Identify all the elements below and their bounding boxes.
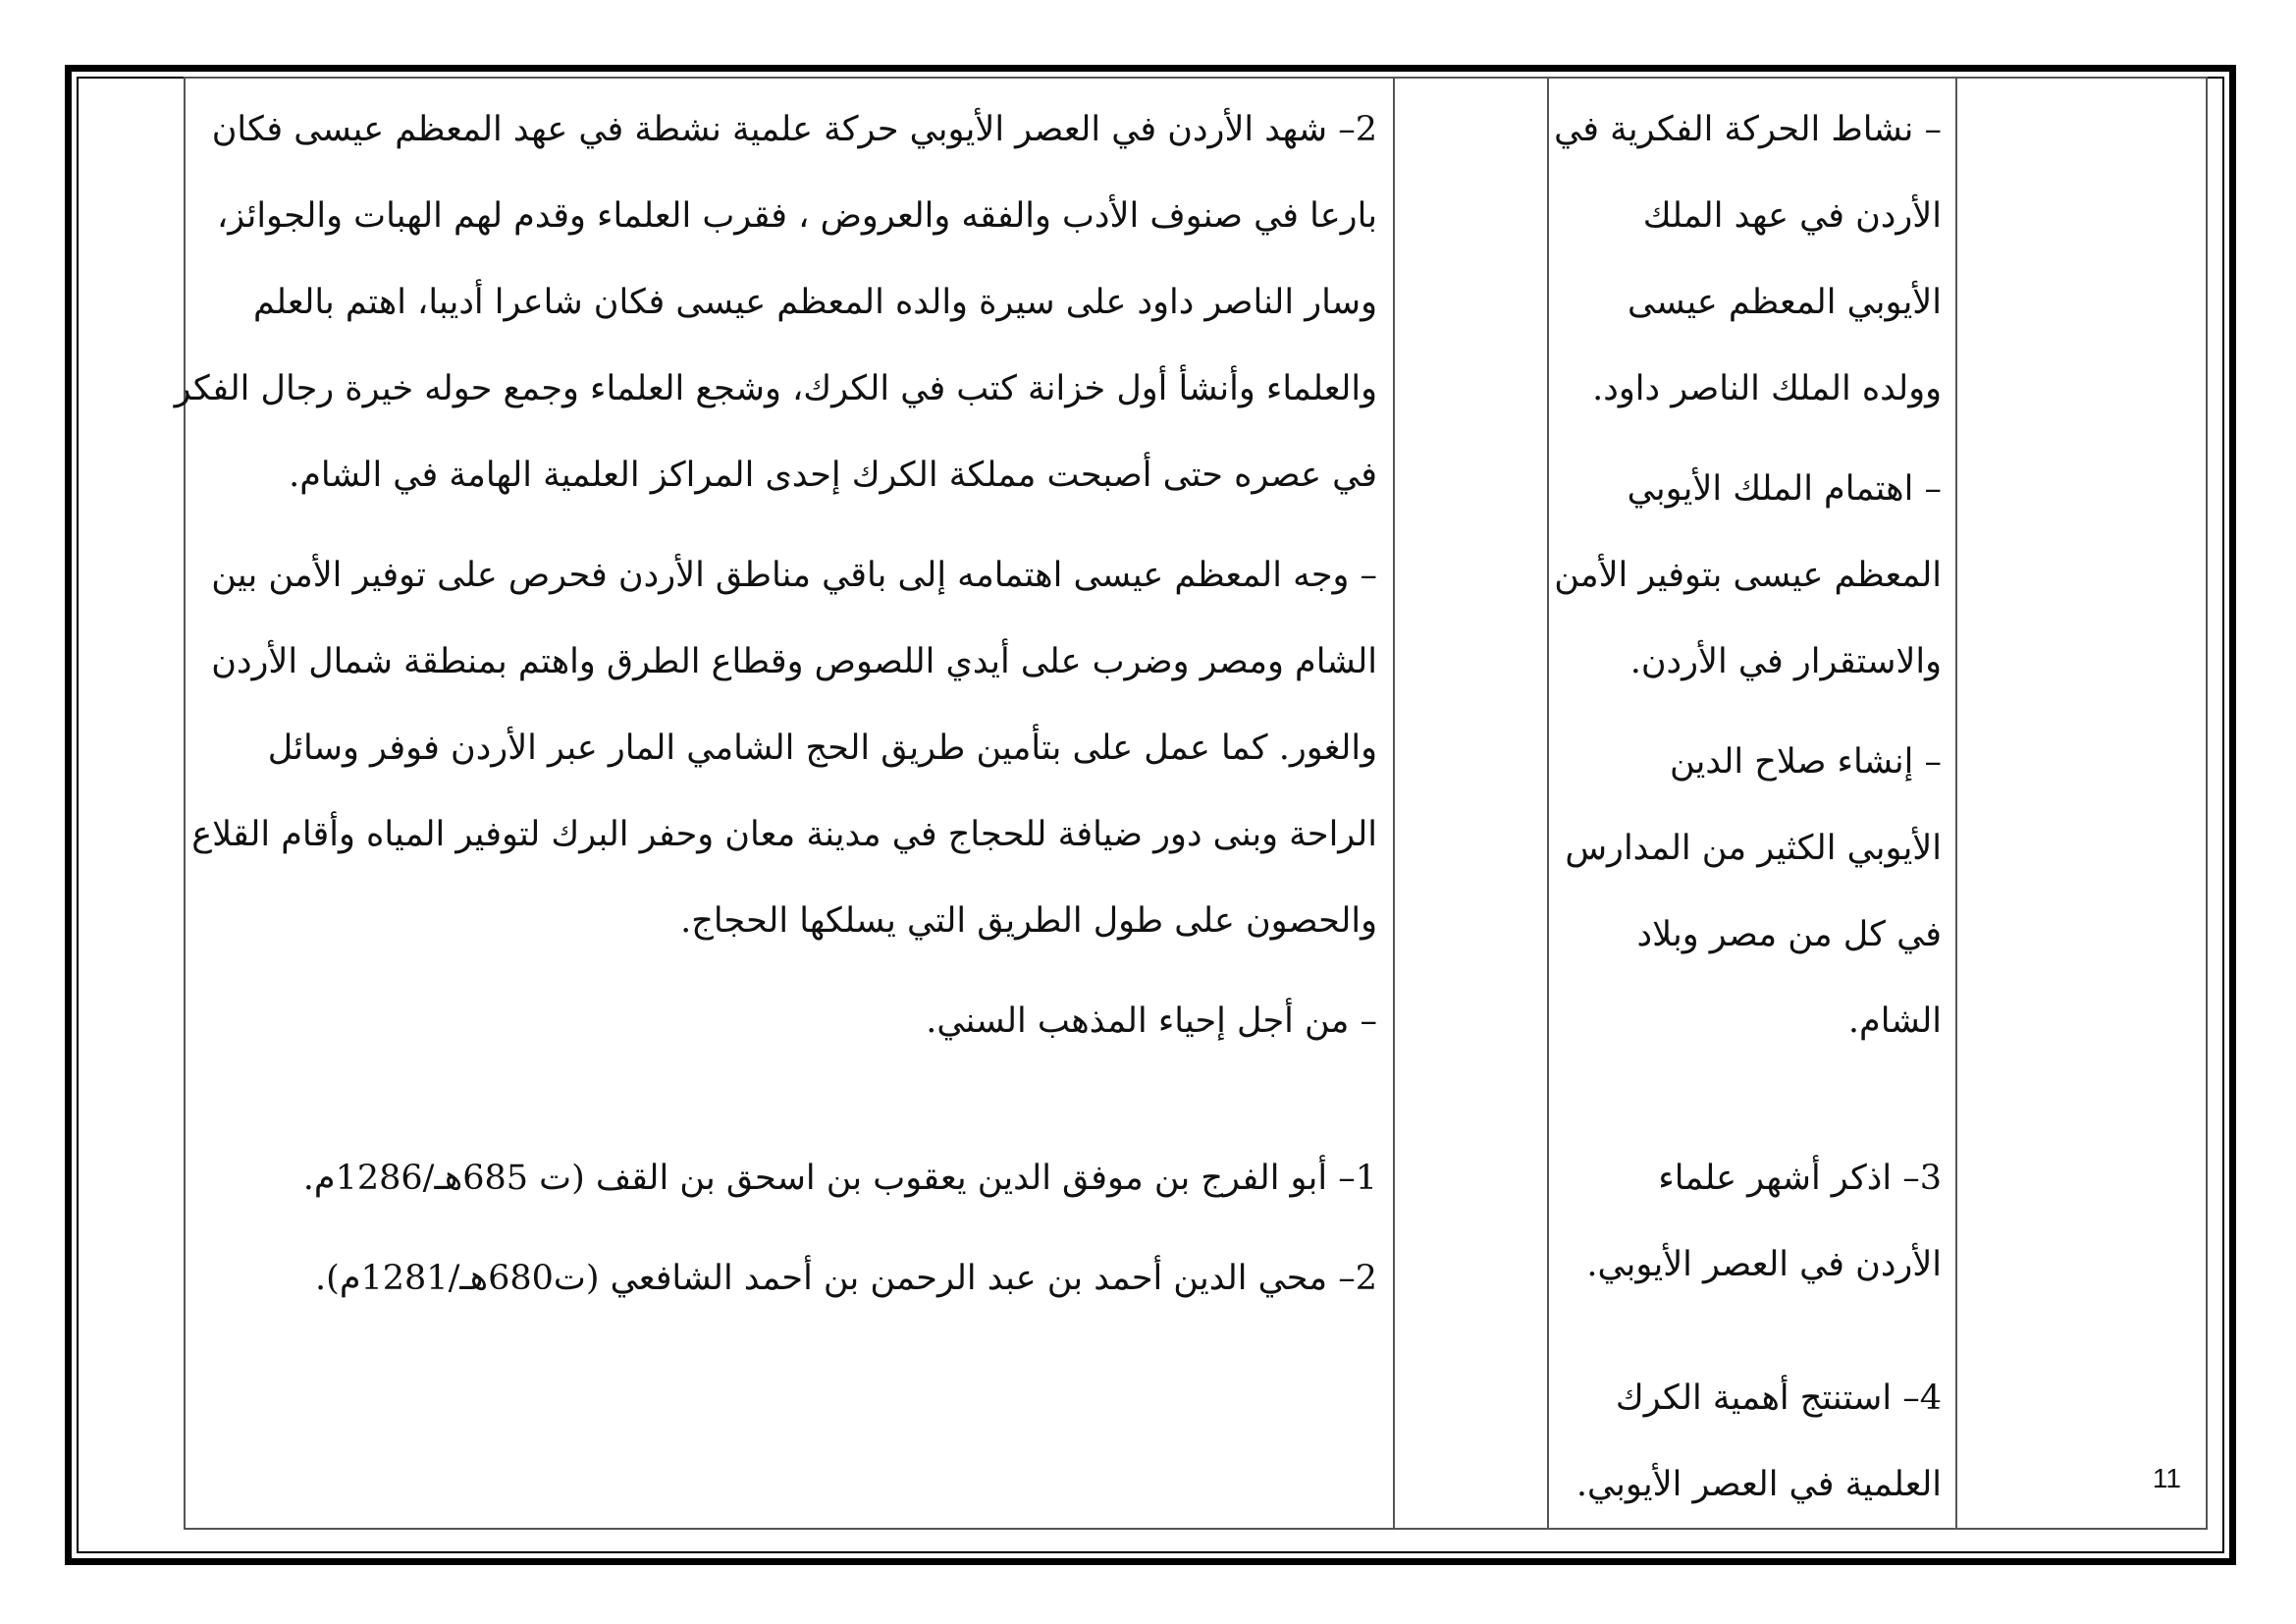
empty-column-right <box>1956 78 2207 1529</box>
table-row <box>185 78 2207 1529</box>
objective-item <box>1559 1355 1942 1528</box>
text-line: في عصره حتى أصبحت مملكة الكرك إحدى المراكز العلمية الهامة في الشام. <box>289 456 1377 495</box>
text-line: والحصون على طول الطريق التي يسلكها الحجاج. <box>680 901 1377 941</box>
text-line: والعلماء وأنشأ أول خزانة كتب في الكرك، وشجع العلماء وجمع حوله خيرة رجال الفكر <box>174 369 1377 408</box>
objective-item <box>1554 86 1942 432</box>
text-line: – اهتمام الملك الأيوبي <box>1627 469 1942 509</box>
text-line: – من أجل إحياء المذهب السني. <box>926 1001 1377 1041</box>
text-line: العلمية في العصر الأيوبي. <box>1575 1465 1942 1504</box>
answer-paragraph <box>195 1135 1377 1221</box>
empty-column-middle <box>1394 78 1548 1529</box>
text-line: 4– استنتج أهمية الكرك <box>1615 1379 1942 1418</box>
objective-item <box>1554 446 1942 705</box>
text-line: 2– شهد الأردن في العصر الأيوبي حركة علمية نشطة في عهد المعظم عيسى فكان <box>211 110 1377 149</box>
text-line: – وجه المعظم عيسى اهتمامه إلى باقي مناطق الأردن فحرص على توفير الأمن بين <box>211 556 1377 595</box>
objective-item <box>1559 719 1942 1064</box>
objectives-column <box>1548 78 1956 1529</box>
answers-column <box>174 78 1394 1529</box>
text-line: والاستقرار في الأردن. <box>1629 642 1942 681</box>
objective-item <box>1559 1135 1942 1308</box>
answer-paragraph <box>174 86 1377 518</box>
page-number: 11 <box>2152 1463 2181 1493</box>
text-line: 1– أبو الفرج بن موفق الدين يعقوب بن اسحق بن القف (ت 685هـ/1286م. <box>302 1159 1377 1198</box>
text-line: الراحة وبنى دور ضيافة للحجاج في مدينة معان وحفر البرك لتوفير المياه وأقام القلاع <box>191 815 1377 854</box>
text-line: الأيوبي الكثير من المدارس <box>1565 829 1942 868</box>
answer-paragraph <box>191 532 1377 964</box>
text-line: الأردن في عهد الملك <box>1642 196 1942 236</box>
text-line: 2– محي الدين أحمد بن عبد الرحمن بن أحمد الشافعي (ت680هـ/1281م). <box>315 1259 1377 1298</box>
lesson-table <box>174 77 2208 1530</box>
text-line: الأيوبي المعظم عيسى <box>1627 283 1942 322</box>
text-line: بارعا في صنوف الأدب والفقه والعروض ، فقرب العلماء وقدم لهم الهبات والجوائز، <box>216 196 1377 236</box>
text-line: الأردن في العصر الأيوبي. <box>1586 1245 1942 1284</box>
text-line: – نشاط الحركة الفكرية في <box>1554 110 1942 149</box>
text-line: الشام ومصر وضرب على أيدي اللصوص وقطاع الطرق واهتم بمنطقة شمال الأردن <box>211 642 1377 681</box>
text-line: وسار الناصر داود على سيرة والده المعظم عيسى فكان شاعرا أديبا، اهتم بالعلم <box>252 283 1377 322</box>
answer-paragraph <box>195 1235 1377 1322</box>
text-line: في كل من مصر وبلاد <box>1636 915 1942 954</box>
text-line: وولده الملك الناصر داود. <box>1592 369 1942 408</box>
text-line: 3– اذكر أشهر علماء <box>1658 1159 1942 1198</box>
text-line: الشام. <box>1847 1001 1942 1041</box>
text-line: المعظم عيسى بتوفير الأمن <box>1554 556 1942 595</box>
answer-paragraph <box>195 978 1377 1064</box>
text-line: والغور. كما عمل على بتأمين طريق الحج الشامي المار عبر الأردن فوفر وسائل <box>267 729 1377 768</box>
text-line: – إنشاء صلاح الدين <box>1669 742 1942 782</box>
